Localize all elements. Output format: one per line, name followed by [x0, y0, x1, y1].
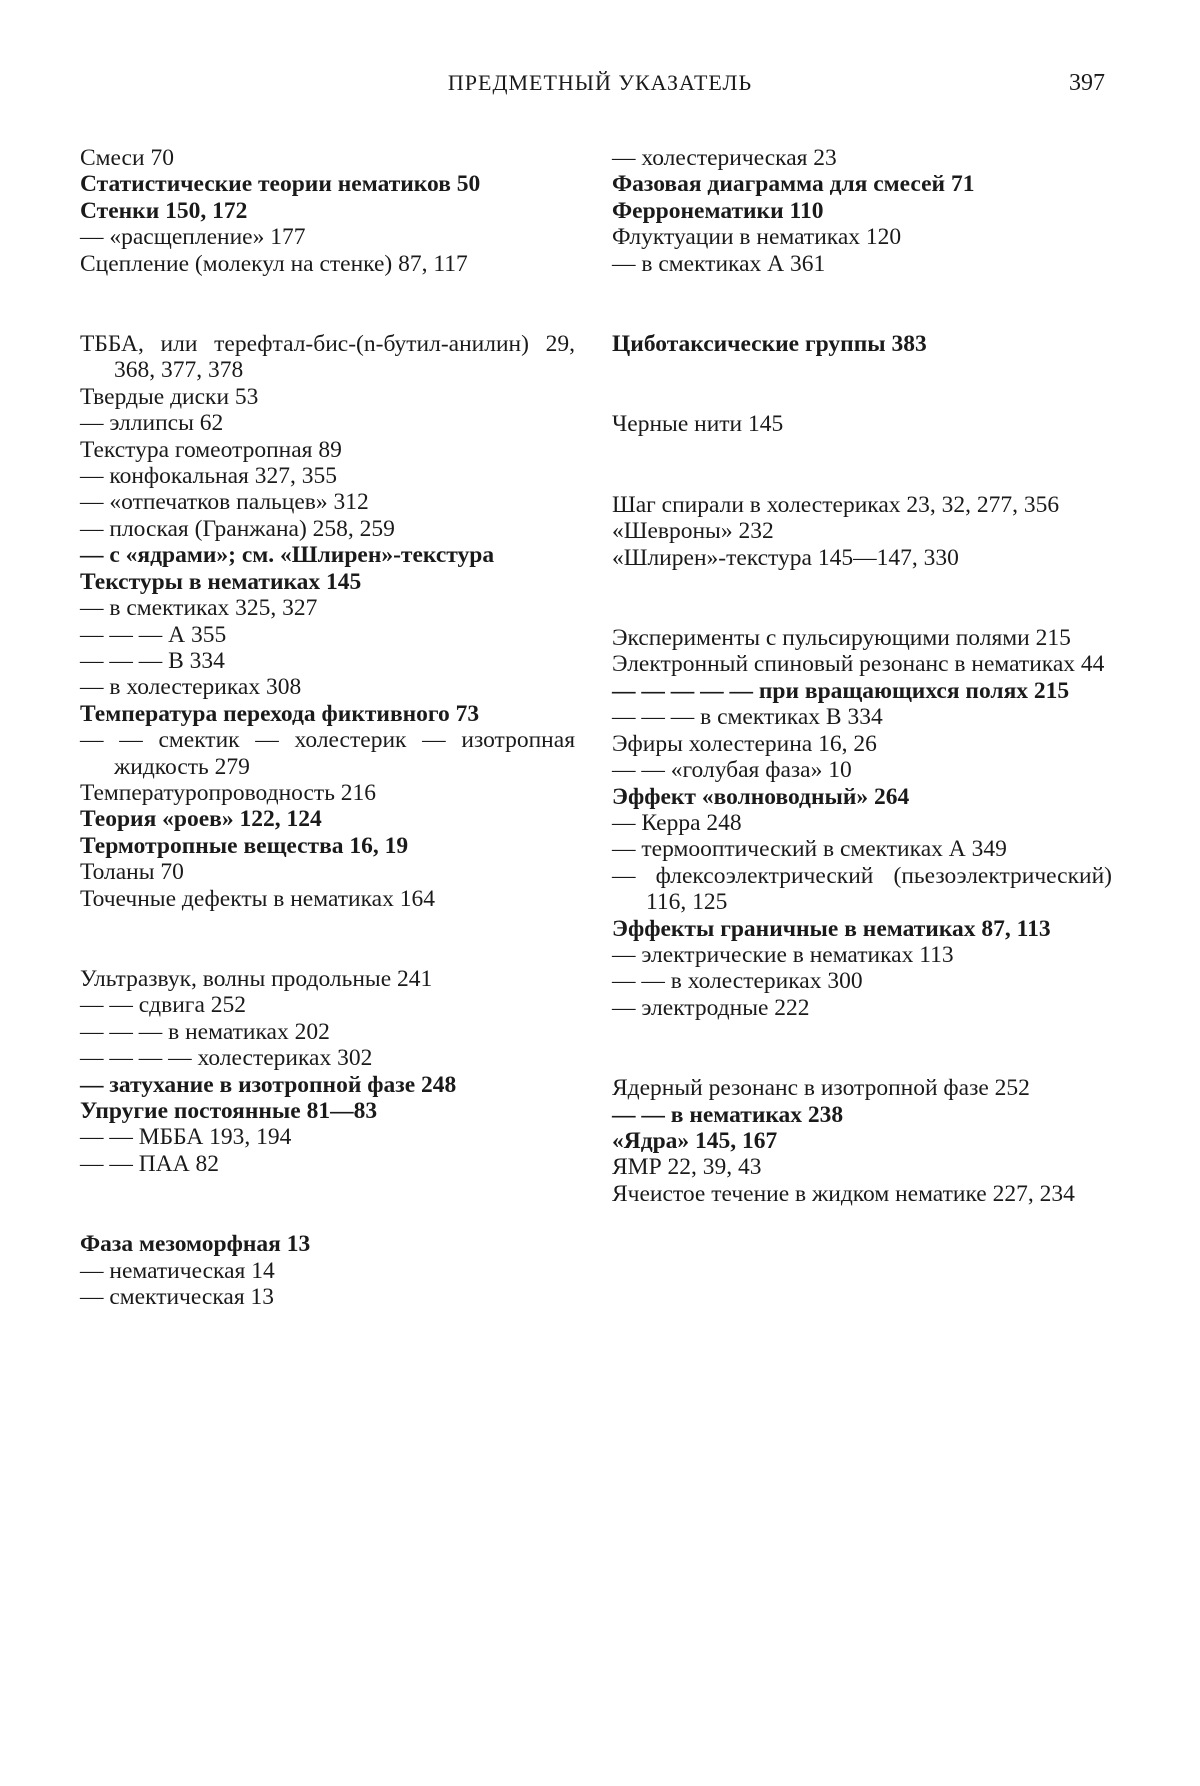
index-letter-group — [612, 411, 1112, 437]
index-entry: «Шлирен»-текстура 145—147, 330 — [612, 544, 959, 571]
index-entry: — смектическая 13 — [80, 1284, 275, 1311]
index-letter-group — [80, 331, 575, 912]
index-entry: Эффект «волноводный» 264 — [612, 783, 910, 810]
index-entry: — термооптический в смектиках А 349 — [612, 836, 1007, 863]
index-entry: Ферронематики 110 — [612, 197, 824, 224]
index-entry: Эксперименты с пульсирующими полями 215 — [612, 625, 1071, 652]
index-entry: Ячеистое течение в жидком нематике 227, 234 — [612, 1180, 1075, 1207]
index-entry: — — — В 334 — [80, 647, 225, 674]
index-letter-group — [612, 492, 1112, 571]
index-entry: — холестерическая 23 — [612, 145, 837, 171]
index-entry: — — — — — при вращающихся полях 215 — [612, 677, 1070, 704]
index-entry: — конфокальная 327, 355 — [80, 463, 337, 490]
index-entry: — — ПАА 82 — [80, 1150, 220, 1177]
index-entry: Теория «роев» 122, 124 — [80, 806, 322, 833]
index-letter-group — [80, 1231, 575, 1310]
index-entry: — флексоэлектрический (пьезоэлектрический) 116, 125 — [612, 862, 1112, 916]
index-entry: Фаза мезоморфная 13 — [80, 1231, 311, 1258]
index-entry: — — в холестериках 300 — [612, 968, 863, 995]
index-entry: Флуктуации в нематиках 120 — [612, 224, 902, 251]
index-column-left — [80, 145, 575, 1364]
index-entry: — плоская (Гранжана) 258, 259 — [80, 515, 395, 542]
index-entry: Эффекты граничные в нематиках 87, 113 — [612, 915, 1051, 942]
index-column-right — [612, 145, 1112, 1261]
index-entry: — электрические в нематиках 113 — [612, 941, 954, 968]
index-letter-group — [612, 145, 1112, 277]
index-entry: Фазовая диаграмма для смесей 71 — [612, 171, 975, 198]
index-entry: «Шевроны» 232 — [612, 518, 774, 545]
index-entry: Смеси 70 — [80, 145, 174, 171]
index-entry: — — смектик — холестерик — изотропная жидкость 279 — [80, 727, 575, 780]
index-letter-group — [612, 625, 1112, 1021]
index-entry: — — — А 355 — [80, 621, 227, 648]
index-entry: Текстура гомеотропная 89 — [80, 436, 342, 463]
index-entry: — в холестериках 308 — [80, 674, 302, 701]
index-entry: «Ядра» 145, 167 — [612, 1127, 778, 1154]
index-entry: — Керра 248 — [612, 809, 742, 836]
index-entry: — в смектиках А 361 — [612, 250, 826, 277]
index-entry: Температуропроводность 216 — [80, 779, 377, 806]
page-number: 397 — [1069, 70, 1105, 96]
index-entry: — нематическая 14 — [80, 1257, 275, 1284]
index-entry: Черные нити 145 — [612, 411, 784, 438]
index-entry: ЯМР 22, 39, 43 — [612, 1154, 762, 1181]
index-entry: Твердые диски 53 — [80, 383, 259, 410]
index-entry: — в смектиках 325, 327 — [80, 595, 318, 622]
index-entry: Точечные дефекты в нематиках 164 — [80, 885, 435, 912]
index-entry: — эллипсы 62 — [80, 410, 224, 437]
index-entry: — электродные 222 — [612, 994, 810, 1021]
index-entry: Эфиры холестерина 16, 26 — [612, 730, 877, 757]
index-entry: — — — — холестериках 302 — [80, 1045, 373, 1072]
index-entry: Ядерный резонанс в изотропной фазе 252 — [612, 1075, 1030, 1102]
index-entry: Текстуры в нематиках 145 — [80, 568, 362, 595]
index-entry: Сцепление (молекул на стенке) 87, 117 — [80, 250, 468, 277]
index-entry: Упругие постоянные 81—83 — [80, 1098, 378, 1124]
index-entry: — — — в нематиках 202 — [80, 1018, 330, 1045]
index-entry: Температура перехода фиктивного 73 — [80, 700, 480, 727]
index-entry: Шаг спирали в холестериках 23, 32, 277, 356 — [612, 491, 1060, 518]
running-title: ПРЕДМЕТНЫЙ УКАЗАТЕЛЬ — [447, 70, 753, 95]
index-entry: — — «голубая фаза» 10 — [612, 757, 852, 784]
index-entry: — — МББА 193, 194 — [80, 1124, 292, 1151]
index-entry: — — сдвига 252 — [80, 992, 247, 1019]
page-header — [0, 70, 1200, 110]
index-entry: Электронный спиновый резонанс в нематиках 44 — [612, 651, 1105, 678]
index-entry: Ультразвук, волны продольные 241 — [80, 965, 433, 992]
index-entry: — — — в смектиках В 334 — [612, 704, 883, 731]
index-entry: — — в нематиках 238 — [612, 1101, 844, 1128]
index-entry: — затухание в изотропной фазе 248 — [80, 1071, 457, 1098]
index-letter-group — [612, 1075, 1112, 1207]
index-letter-group — [612, 331, 1112, 357]
index-letter-group — [80, 145, 575, 277]
index-entry: — «расщепление» 177 — [80, 224, 306, 251]
index-entry: Термотропные вещества 16, 19 — [80, 832, 409, 859]
index-entry: — «отпечатков пальцев» 312 — [80, 489, 369, 516]
index-entry: — с «ядрами»; см. «Шлирен»-текстура — [80, 542, 495, 569]
index-entry: Стенки 150, 172 — [80, 197, 248, 224]
index-entry: Толаны 70 — [80, 859, 184, 886]
index-entry: Циботаксические группы 383 — [612, 331, 927, 358]
index-entry: Статистические теории нематиков 50 — [80, 171, 481, 198]
index-entry: ТББА, или терефтал-бис-(n-бутил-анилин) 29, 368, 377, 378 — [80, 331, 575, 384]
index-letter-group — [80, 966, 575, 1177]
